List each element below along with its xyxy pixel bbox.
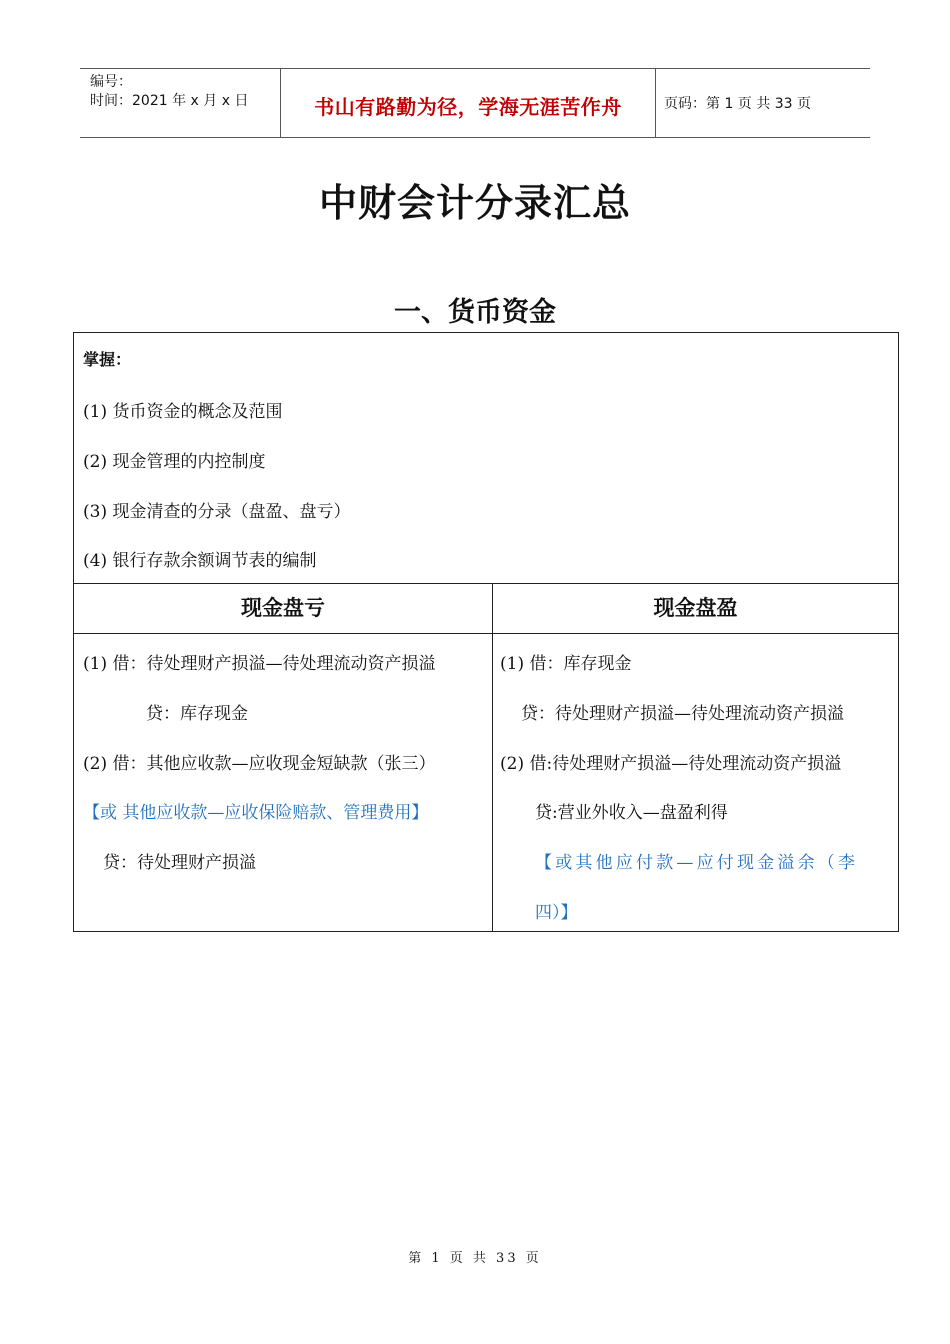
header-motto: 书山有路勤为径，学海无涯苦作舟 [314,95,622,119]
mastery-item: (1) 货币资金的概念及范围 [83,402,283,422]
cash-overage-entries [493,634,898,931]
mastery-heading: 掌握： [83,350,132,369]
entry-note: 【或其他应付款—应付现金溢余（李 [535,853,859,873]
entry-line: 贷：待处理财产损溢 [103,853,256,873]
page-title: 中财会计分录汇总 [318,180,631,225]
page-footer: 第 1 页 共 33 页 [408,1251,542,1266]
section-title: 一、货币资金 [394,297,556,328]
content-table [73,332,899,932]
entry-line: 贷：库存现金 [146,704,248,724]
entry-line: (2) 借：其他应收款—应收现金短缺款（张三） [83,754,436,774]
mastery-item: (2) 现金管理的内控制度 [83,452,266,472]
entry-line: (1) 借：库存现金 [500,654,632,674]
entry-line: 贷：待处理财产损溢—待处理流动资产损溢 [521,704,844,724]
header-time: 时间：2021 年 x 月 x 日 [90,93,249,109]
mastery-item: (4) 银行存款余额调节表的编制 [83,551,317,571]
entry-line: (1) 借：待处理财产损溢—待处理流动资产损溢 [83,654,436,674]
entry-line: (2) 借:待处理财产损溢—待处理流动资产损溢 [500,754,842,774]
cash-shortage-entries [74,634,492,931]
header-meta [80,69,280,137]
column-header-cash-overage: 现金盘盈 [493,583,898,634]
entry-note: 四）】 [535,903,578,923]
column-header-cash-shortage: 现金盘亏 [74,583,492,634]
header-motto-cell [280,69,656,137]
entry-note: 【或 其他应收款—应收保险赔款、管理费用】 [83,803,429,823]
header-page-cell [654,69,870,137]
entry-line: 贷:营业外收入—盘盈利得 [535,803,728,823]
mastery-item: (3) 现金清查的分录（盘盈、盘亏） [83,502,351,522]
header-number: 编号： [90,74,132,90]
header-page-info: 页码：第 1 页 共 33 页 [664,96,811,112]
document-header [80,68,870,138]
mastery-block [74,333,898,584]
